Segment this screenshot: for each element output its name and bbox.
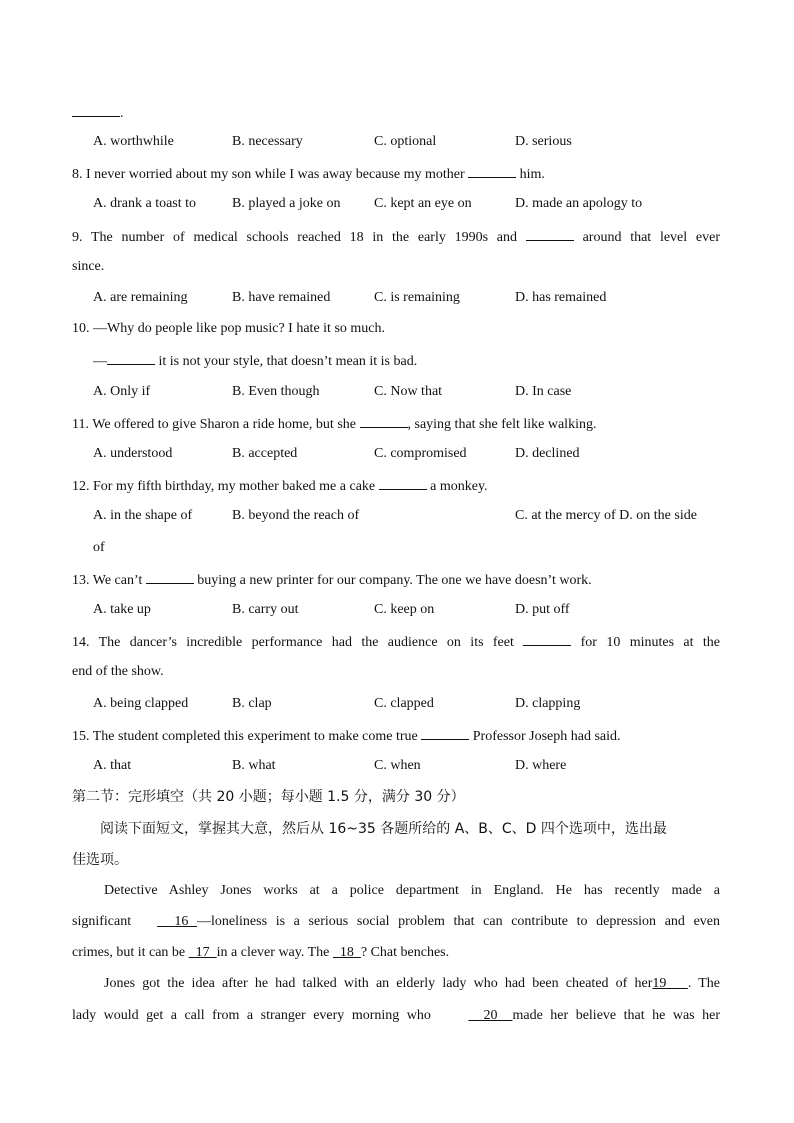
q12-blank[interactable]: [379, 475, 427, 490]
q8-stem: [72, 163, 545, 185]
section-instructions-line2: 佳选项。: [72, 852, 128, 868]
q15-stem-pre: 15. The student completed this experiment to make come true: [72, 729, 418, 744]
blank-16[interactable]: [157, 914, 197, 929]
passage-p1-line2: [72, 912, 720, 932]
q7-option-a[interactable]: A. worthwhile: [93, 134, 174, 149]
q12-stem-pre: 12. For my fifth birthday, my mother baked me a cake: [72, 479, 376, 494]
passage-p1-line3: [72, 943, 449, 963]
q8-stem-pre: 8. I never worried about my son while I was away because my mother: [72, 167, 465, 182]
q12-option-d-cont: of: [93, 540, 105, 555]
q11-option-d[interactable]: D. declined: [515, 446, 580, 461]
q15-option-a[interactable]: A. that: [93, 758, 132, 773]
q10-reply-post: it is not your style, that doesn’t mean it is bad.: [158, 354, 418, 369]
q13-blank[interactable]: [146, 569, 194, 584]
blank-20[interactable]: [468, 1008, 512, 1023]
q13-option-c[interactable]: C. keep on: [374, 602, 435, 617]
q15-option-c[interactable]: C. when: [374, 758, 421, 773]
q11-option-b[interactable]: B. accepted: [232, 446, 298, 461]
q7-option-d[interactable]: D. serious: [515, 134, 572, 149]
passage-text: . The: [687, 976, 721, 991]
q15-option-d[interactable]: D. where: [515, 758, 567, 773]
q12-option-b[interactable]: B. beyond the reach of: [232, 508, 360, 523]
q11-stem-post: , saying that she felt like walking.: [407, 417, 597, 432]
q10-option-d[interactable]: D. In case: [515, 384, 572, 399]
q13-stem-post: buying a new printer for our company. The one we have doesn’t work.: [197, 573, 592, 588]
q13-stem-pre: 13. We can’t: [72, 573, 143, 588]
q8-option-b[interactable]: B. played a joke on: [232, 196, 341, 211]
passage-text: in a clever way. The: [216, 945, 330, 960]
q9-option-b[interactable]: B. have remained: [232, 290, 331, 305]
q10-reply: [93, 350, 417, 372]
q10-blank[interactable]: [107, 350, 155, 365]
q9-stem-post: around that level ever: [582, 230, 721, 245]
q11-option-c[interactable]: C. compromised: [374, 446, 467, 461]
passage-text: lady would get a call from a stranger every morning who: [72, 1008, 431, 1023]
q13-option-d[interactable]: D. put off: [515, 602, 570, 617]
q11-stem: [72, 413, 596, 435]
q7-option-b[interactable]: B. necessary: [232, 134, 303, 149]
q8-blank[interactable]: [468, 163, 516, 178]
q13-stem: [72, 569, 592, 591]
blank-19-number: 19: [652, 976, 667, 991]
blank-18[interactable]: [333, 945, 361, 960]
blank-18-number: 18: [339, 945, 354, 960]
q8-option-a[interactable]: A. drank a toast to: [93, 196, 197, 211]
passage-p2-line2: [72, 1006, 720, 1026]
q15-stem: [72, 725, 621, 747]
q15-option-b[interactable]: B. what: [232, 758, 276, 773]
q9-stem-pre: 9. The number of medical schools reached 18 in the early 1990s and: [72, 230, 518, 245]
blank-16-number: 16: [174, 914, 189, 929]
q11-blank[interactable]: [360, 413, 408, 428]
blank-17[interactable]: [189, 945, 217, 960]
q15-stem-post: Professor Joseph had said.: [472, 729, 621, 744]
q14-option-b[interactable]: B. clap: [232, 696, 272, 711]
q14-stem-pre: 14. The dancer’s incredible performance had the audience on its feet: [72, 635, 514, 650]
q14-stem-post: for 10 minutes at the: [580, 635, 720, 650]
q14-option-c[interactable]: C. clapped: [374, 696, 434, 711]
blank-19[interactable]: [652, 976, 687, 991]
q11-stem-pre: 11. We offered to give Sharon a ride home, but she: [72, 417, 356, 432]
q8-stem-post: him.: [519, 167, 545, 182]
q7-option-c[interactable]: C. optional: [374, 134, 437, 149]
q8-option-d[interactable]: D. made an apology to: [515, 196, 643, 211]
q7-tail: .: [120, 106, 124, 121]
q7-blank[interactable]: [72, 102, 120, 117]
passage-text: Jones got the idea after he had talked with an elderly lady who had been cheated of her: [104, 976, 653, 991]
q7-answer-line: [72, 102, 124, 124]
q10-dash: —: [93, 354, 107, 369]
blank-20-number: 20: [483, 1008, 498, 1023]
q12-stem: [72, 475, 488, 497]
q14-option-d[interactable]: D. clapping: [515, 696, 581, 711]
q8-option-c[interactable]: C. kept an eye on: [374, 196, 472, 211]
q12-option-a[interactable]: A. in the shape of: [93, 508, 193, 523]
q9-blank[interactable]: [526, 226, 574, 241]
section-heading: 第二节：完形填空（共 20 小题；每小题 1.5 分，满分 30 分）: [72, 789, 465, 805]
q13-option-b[interactable]: B. carry out: [232, 602, 299, 617]
passage-text: crimes, but it can be: [72, 945, 186, 960]
q10-option-a[interactable]: A. Only if: [93, 384, 151, 399]
passage-p2-line1: [104, 974, 720, 994]
blank-17-number: 17: [195, 945, 210, 960]
passage-text: made her believe that he was her: [512, 1008, 721, 1023]
q10-option-c[interactable]: C. Now that: [374, 384, 443, 399]
q9-option-d[interactable]: D. has remained: [515, 290, 607, 305]
q9-option-a[interactable]: A. are remaining: [93, 290, 188, 305]
q15-blank[interactable]: [421, 725, 469, 740]
q10-stem: 10. —Why do people like pop music? I hate it so much.: [72, 321, 385, 336]
q12-option-cd[interactable]: C. at the mercy of D. on the side: [515, 508, 697, 523]
q14-option-a[interactable]: A. being clapped: [93, 696, 189, 711]
q12-stem-post: a monkey.: [430, 479, 488, 494]
section-instructions-line1: 阅读下面短文，掌握其大意，然后从 16~35 各题所给的 A、B、C、D 四个选项中，选出最: [100, 821, 667, 837]
q9-stem: [72, 226, 720, 248]
q13-option-a[interactable]: A. take up: [93, 602, 151, 617]
q14-blank[interactable]: [523, 631, 571, 646]
q10-option-b[interactable]: B. Even though: [232, 384, 320, 399]
passage-text: —loneliness is a serious social problem that can contribute to depression and even: [197, 914, 721, 929]
passage-p1-line1: Detective Ashley Jones works at a police department in England. He has recently made a: [104, 883, 720, 898]
q14-stem-cont: end of the show.: [72, 664, 164, 679]
q14-stem: [72, 631, 720, 653]
passage-text: significant: [72, 914, 132, 929]
q9-stem-cont: since.: [72, 259, 105, 274]
q11-option-a[interactable]: A. understood: [93, 446, 173, 461]
passage-text: ? Chat benches.: [360, 945, 450, 960]
q9-option-c[interactable]: C. is remaining: [374, 290, 460, 305]
